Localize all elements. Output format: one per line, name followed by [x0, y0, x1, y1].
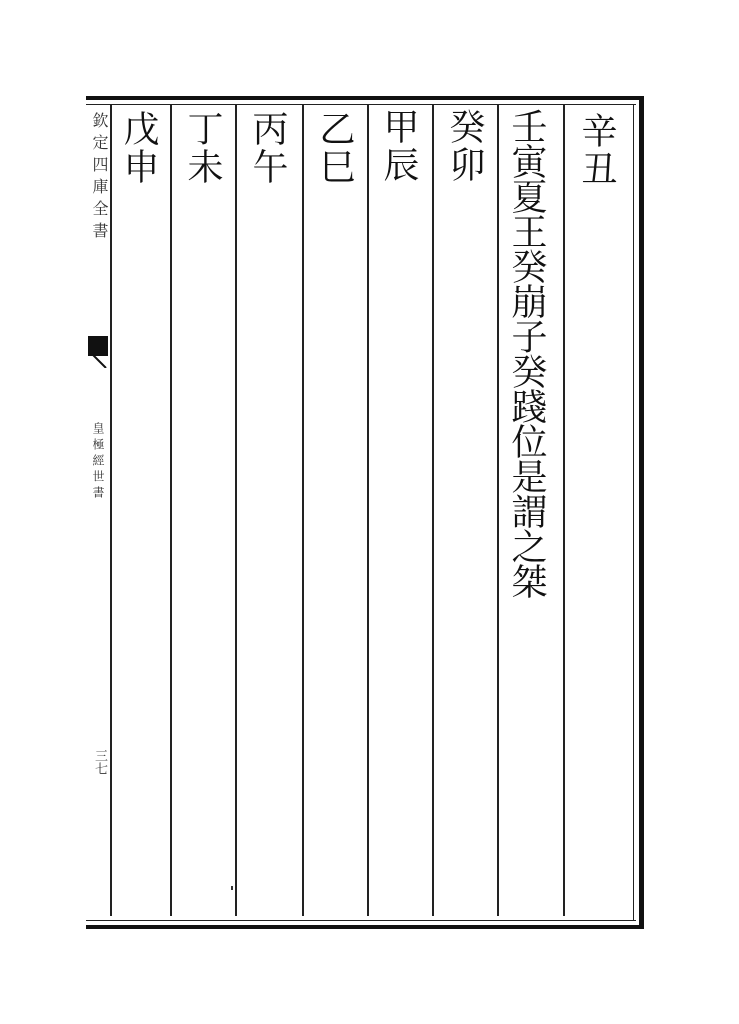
text-column-6: 丙午 — [247, 110, 288, 186]
margin-section-title: 皇極經世書 — [91, 422, 105, 502]
frame-inner-top-line — [86, 104, 636, 105]
column-divider — [432, 105, 434, 916]
frame-right-border — [639, 96, 644, 929]
frame-bottom-border — [86, 925, 644, 929]
text-column-3: 癸卯 — [444, 108, 485, 184]
text-column-8: 戊申 — [118, 110, 159, 186]
column-divider — [235, 105, 237, 916]
margin-page-number: 三七 — [92, 749, 107, 775]
column-divider — [110, 105, 112, 916]
text-column-7: 丁未 — [182, 110, 223, 186]
text-column-2: 壬寅夏王癸崩子癸踐位是謂之桀 — [506, 108, 547, 598]
text-column-5: 乙巳 — [314, 110, 355, 186]
ink-speck — [231, 886, 233, 890]
column-divider — [367, 105, 369, 916]
fish-tail-slant-mark — [92, 354, 108, 368]
text-column-4: 甲辰 — [378, 108, 419, 184]
column-divider — [563, 105, 565, 916]
margin-book-title: 欽定四庫全書 — [90, 112, 109, 244]
frame-inner-bottom-line — [86, 920, 636, 921]
column-divider — [497, 105, 499, 916]
page-frame — [86, 96, 644, 929]
frame-inner-right-line — [633, 104, 634, 921]
text-column-1: 辛丑 — [576, 112, 617, 188]
column-divider — [170, 105, 172, 916]
book-margin-strip — [86, 104, 110, 916]
fish-tail-mark — [88, 336, 108, 356]
column-divider — [302, 105, 304, 916]
frame-top-border — [86, 96, 644, 100]
